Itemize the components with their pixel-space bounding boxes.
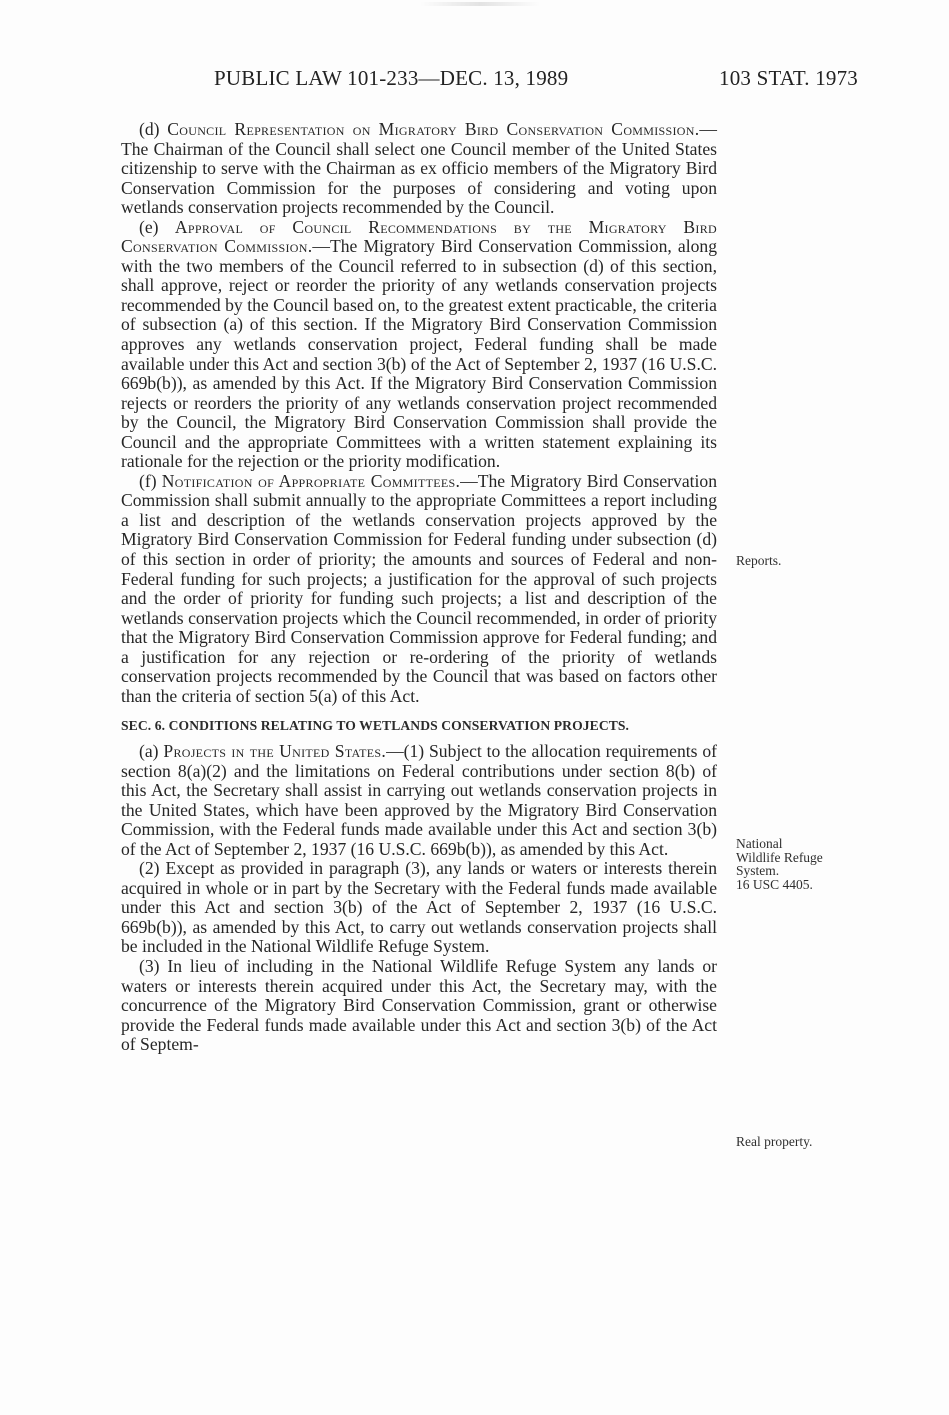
subsection-label: (f) — [139, 470, 162, 491]
margin-note-text: Real property. — [736, 1134, 813, 1149]
subsection-heading: Council Representation on Migratory Bird Conservation Commission. — [167, 119, 700, 139]
subsection-text: —(1) Subject to the allocation requirements of section 8(a)(2) and the limitations on Federal contributions under section 8(b) of this Act, the Secretary shall assist in carrying out wetlands conservation projects in the United States, which have been approved by the Migratory Bird Conservation Commission, with the Federal funds made available under this Act and section 3(b) of the Act of September 2, 1937 (16 U.S.C. 669b(b)), as amended by this Act. — [121, 740, 717, 859]
margin-note-text: National — [736, 836, 783, 851]
margin-note-real-property — [736, 1135, 812, 1149]
margin-note-text: Reports. — [736, 553, 782, 568]
running-header — [214, 66, 858, 94]
subsection-text: —The Chairman of the Council shall select one Council member of the United States citizenship to serve with the Chairman as ex officio members of the Migratory Bird Conservation Commission for the purposes of considering and voting upon wetlands conservation projects recommended by the Council. — [121, 119, 717, 218]
subsection-label: (d) — [139, 119, 168, 139]
statute-page-number: 103 STAT. 1973 — [719, 66, 858, 90]
margin-note-usc-citation: 16 USC 4405. — [736, 876, 813, 892]
subsection-heading: Projects in the United States. — [163, 740, 387, 761]
scan-artifact — [420, 2, 540, 6]
body-text-column — [121, 120, 717, 1055]
subsection-heading: Notification of Appropriate Committees. — [161, 470, 461, 491]
section-6-heading: SEC. 6. CONDITIONS RELATING TO WETLANDS CONSERVATION PROJECTS. — [121, 718, 630, 734]
section-6-subsection-a — [121, 742, 717, 859]
margin-note-national-wildlife-refuge — [736, 837, 823, 891]
margin-note-reports — [736, 554, 781, 568]
subsection-label: (a) — [139, 740, 164, 761]
subsection-text: —The Migratory Bird Conservation Commission, along with the two members of the Council referred to in subsection (d) of this section, shall approve, reject or reorder the priority of any wetlands conservation projects recommended by the Council based on, to the greatest extent practicable, the criteria of subsection (a) of this section. If the Migratory Bird Conservation Commission approves any wetlands conservation project, Federal funding shall be made available under this Act and section 3(b) of the Act of September 2, 1937 (16 U.S.C. 669b(b)), as amended by this Act. If the Migratory Bird Conservation Commission rejects or reorders the priority of any wetlands conservation project recommended by the Council, the Migratory Bird Conservation Commission shall provide the Council and the appropriate Committees with a written statement explaining its rationale for the rejection or the priority modification. — [121, 236, 718, 472]
subsection-f — [121, 472, 717, 707]
subsection-text: —The Migratory Bird Conservation Commission shall submit annually to the appropriate Committees a report including a list and description of the wetlands conservation projects approved by the Migratory Bird Conservation Commission for Federal funding under subsection (d) of this section in order of priority; the amounts and sources of Federal and non-Federal funding for such projects; a justification for the approval of such projects and the order of priority for funding such projects; a list and description of the wetlands conservation projects which the Council recommended, in order of priority that the Migratory Bird Conservation Commission approve for Federal funding; and a justification for any rejection or re-ordering of the priority of wetlands conservation projects recommended by the Council that was based on factors other than the criteria of section 5(a) of this Act. — [121, 470, 717, 706]
margin-note-text: Wildlife Refuge — [736, 849, 823, 865]
public-law-citation: PUBLIC LAW 101-233—DEC. 13, 1989 — [214, 66, 569, 90]
section-6-paragraph-3: (3) In lieu of including in the National Wildlife Refuge System any lands or waters or interests therein acquired under this Act, the Secretary may, with the concurrence of the Migratory Bird Conservation Commission, grant or otherwise provide the Federal funds made available under this Act and section 3(b) of the Act of Septem- — [121, 955, 717, 1055]
subsection-e — [121, 218, 717, 472]
section-6-paragraph-2: (2) Except as provided in paragraph (3), any lands or waters or interests therein acquired in whole or in part by the Secretary with the Federal funds made available under this Act and section 3(b) of the Act of September 2, 1937 (16 U.S.C. 669b(b)), as amended by this Act, to carry out wetlands conservation projects shall be included in the National Wildlife Refuge System. — [121, 858, 717, 957]
margin-note-text: System. — [736, 863, 780, 878]
subsection-heading: Approval of Council Recommendations by the Migratory Bird Conservation Commission. — [121, 216, 717, 257]
subsection-d — [121, 120, 717, 218]
subsection-label: (e) — [139, 216, 175, 237]
